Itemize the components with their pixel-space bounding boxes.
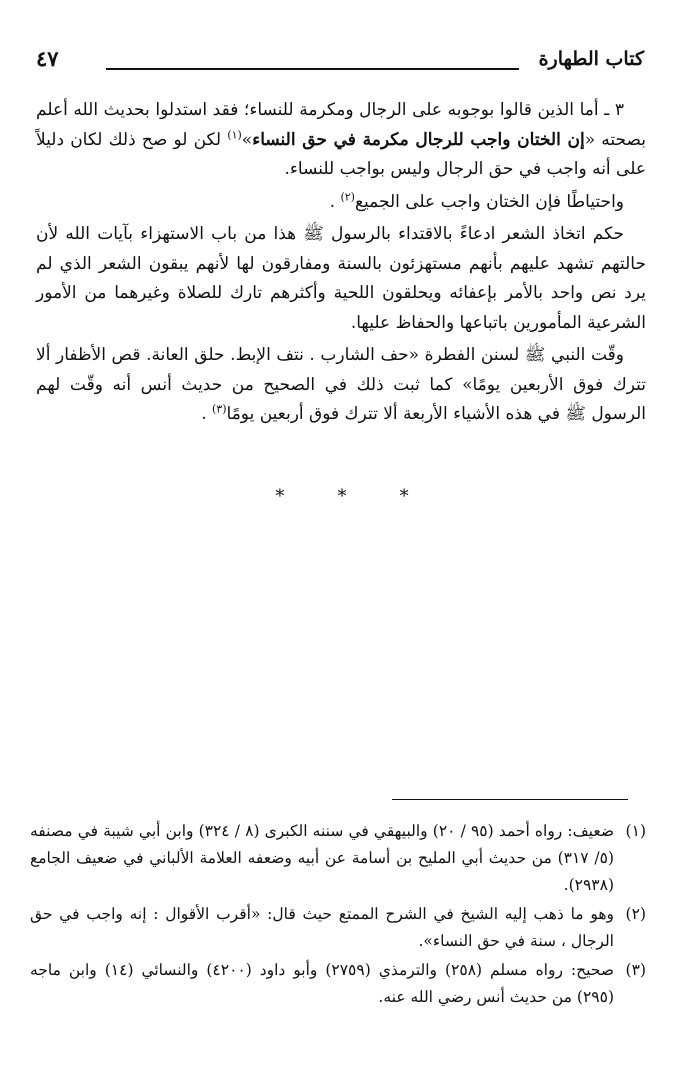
section-separator <box>0 486 684 507</box>
paragraph-1-text-b: » <box>241 129 253 150</box>
paragraph-1 <box>36 96 646 185</box>
footnotes <box>30 818 646 1013</box>
footnote-2-text: وهو ما ذهب إليه الشيخ في الشرح الممتع حيث قال: «أقرب الأقوال : إنه واجب في حق الرجال ، سنة في حق النساء». <box>30 905 614 950</box>
page-header <box>36 44 644 78</box>
footnote-3 <box>30 957 646 1011</box>
paragraph-4 <box>36 341 646 430</box>
star-2: * <box>337 486 347 507</box>
star-3: * <box>399 486 409 507</box>
running-title: كتاب الطهارة <box>538 48 644 70</box>
paragraph-3: حكم اتخاذ الشعر ادعاءً بالاقتداء بالرسول ﷺ هذا من باب الاستهزاء بآيات الله لأن حالتهم تشهد عليهم بأنهم مستهزئون بالسنة ومفارقون لها لأنهم يبقون الشعر الذي لم يرد نص واحد بالأمر بإعفائه ويحلقون اللحية وأكثرهم تارك للصلاة وغيرهما من الأمور الشرعية المأمورين باتباعها والحفاظ عليها. <box>36 224 646 333</box>
paragraph-4-text-b: . <box>201 404 212 424</box>
footnote-rule <box>392 799 628 800</box>
body-text <box>36 96 646 433</box>
footnote-3-text: صحيح: رواه مسلم (٢٥٨) والترمذي (٢٧٥٩) وأبو داود (٤٢٠٠) والنسائي (١٤) وابن ماجه (٢٩٥) من حديث أنس رضي الله عنه. <box>30 961 614 1006</box>
paragraph-4-text-a: وقّت النبي ﷺ لسنن الفطرة «حف الشارب . نتف الإبط. حلق العانة. قص الأظفار ألا تترك فوق الأربعين يومًا» كما ثبت ذلك في الصحيح من حديث أنس أنه وقّت لهم الرسول ﷺ في هذه الأشياء الأربعة ألا تترك فوق أربعين يومًا <box>36 345 646 424</box>
paragraph-1-text-a: ٣ ـ أما الذين قالوا بوجوبه على الرجال ومكرمة للنساء؛ فقد استدلوا بحديث الله أعلم بصحته « <box>36 100 647 150</box>
footnote-1-number: (١) <box>625 822 646 840</box>
footnote-2-number: (٢) <box>625 905 646 923</box>
paragraph-2-text-a: واحتياطًا فإن الختان واجب على الجميع <box>354 191 624 212</box>
footnote-ref-3[interactable]: (٣) <box>212 402 227 416</box>
footnote-1 <box>30 818 646 899</box>
paragraph-1-text-c: لكن لو صح ذلك لكان دليلاً على أنه واجب في حق الرجال وليس بواجب للنساء. <box>36 129 646 179</box>
hadith-quote: إن الختان واجب للرجال مكرمة في حق النساء <box>252 129 585 150</box>
footnote-ref-1[interactable]: (١) <box>227 127 242 141</box>
footnote-3-number: (٣) <box>625 961 646 979</box>
paragraph-2 <box>36 188 646 218</box>
star-1: * <box>275 486 285 507</box>
paragraph-2-text-b: . <box>329 191 341 212</box>
footnote-2 <box>30 901 646 955</box>
header-rule <box>106 68 519 70</box>
footnote-1-text: ضعيف: رواه أحمد (٩٥ / ٢٠) والبيهقي في سننه الكبرى (٨ / ٣٢٤) وابن أبي شيبة في مصنفه (٥/ ٣١٧) من حديث أبي المليح بن أسامة عن أبيه وضعفه العلامة الألباني في ضعيف الجامع (٢٩٣٨). <box>30 822 615 894</box>
page-number: ٤٧ <box>36 46 59 71</box>
footnote-ref-2[interactable]: (٢) <box>340 189 355 203</box>
